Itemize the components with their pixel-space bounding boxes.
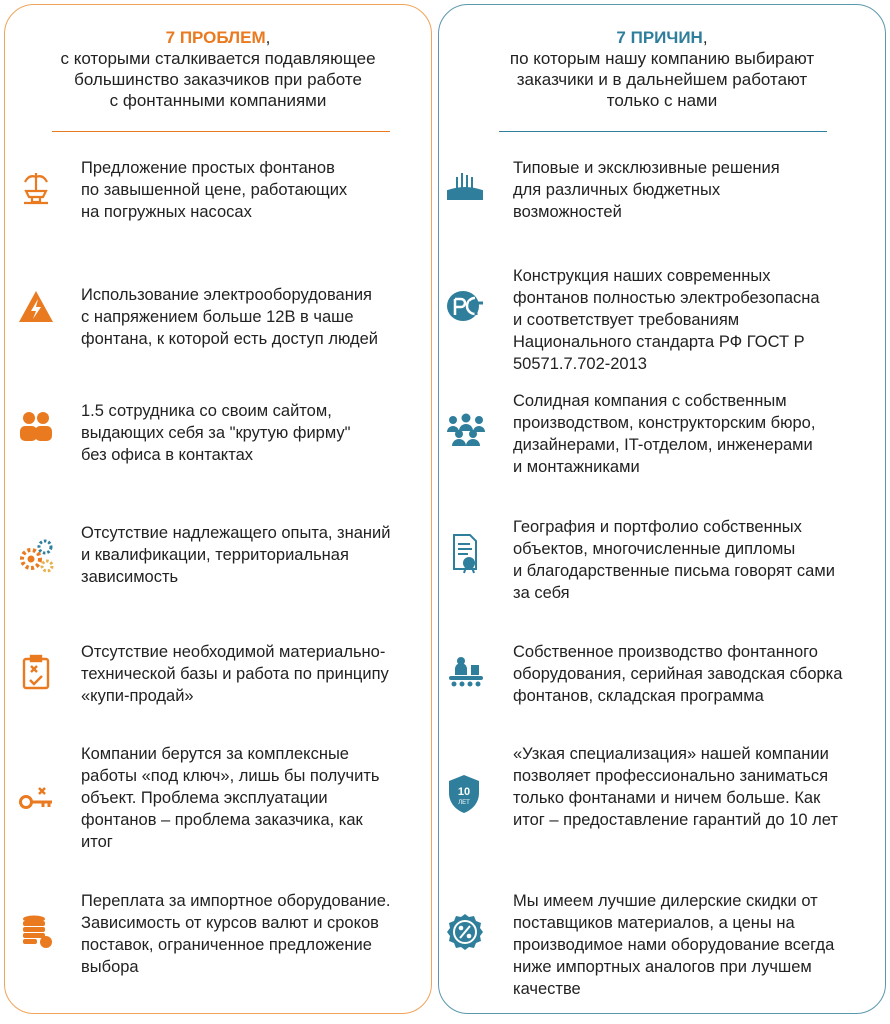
problem-text: Отсутствие надлежащего опыта, знаний и квалификации, территориальная зависимость	[81, 524, 391, 586]
team-icon	[445, 410, 483, 448]
two-people-icon	[17, 406, 55, 444]
shield-number: 10	[457, 786, 471, 798]
reasons-title: 7 ПРИЧИН,	[616, 28, 708, 47]
problems-divider	[52, 131, 390, 132]
fountain-icon	[17, 169, 55, 207]
shield-10-years-icon	[445, 773, 483, 811]
problems-title: 7 ПРОБЛЕМ,	[165, 28, 271, 47]
gears-icon	[17, 537, 55, 575]
checklist-icon	[17, 653, 55, 691]
problems-subtitle-line: с которыми сталкивается подавляющее	[60, 49, 376, 68]
fountain-jets-icon	[445, 169, 483, 207]
problem-text: Отсутствие необходимой материально- технической базы и работа по принципу «купи-продай»	[81, 643, 389, 705]
problem-text: Компании берутся за комплексные работы «под ключ», лишь бы получить объект. Проблема эксплуатации фонтанов – проблема заказчика, как итог	[81, 745, 380, 851]
problem-text: Предложение простых фонтанов по завышенной цене, работающих на погружных насосах	[81, 159, 348, 221]
reason-text: Солидная компания с собственным производством, конструкторским бюро, дизайнерами, IT-отделом, инженерами и монтажниками	[513, 392, 816, 476]
reasons-divider	[499, 131, 827, 132]
reasons-panel	[438, 4, 886, 1014]
reason-text: Конструкция наших современных фонтанов полностью электробезопасна и соответствует требованиям Национального стандарта РФ ГОСТ Р 50571.7.702-2013	[513, 267, 820, 373]
reason-text: Собственное производство фонтанного оборудования, серийная заводская сборка фонтанов, складская программа	[513, 643, 843, 705]
reasons-header	[439, 27, 885, 111]
reason-text: «Узкая специализация» нашей компании позволяет профессионально заниматься только фонтанами и ничем больше. Как итог – предоставление гарантий до 10 лет	[513, 745, 838, 829]
reason-text: География и портфолио собственных объектов, многочисленные дипломы и благодарственные письма говорят сами за себя	[513, 518, 835, 602]
problems-header	[5, 27, 431, 111]
rst-certification-icon	[445, 287, 483, 325]
reasons-subtitle-line: по которым нашу компанию выбирают	[509, 49, 815, 68]
conveyor-worker-icon	[445, 653, 483, 691]
reasons-subtitle-line: только с нами	[606, 91, 718, 110]
percent-badge-icon	[445, 912, 483, 950]
reasons-subtitle-line: заказчики и в дальнейшем работают	[516, 70, 808, 89]
high-voltage-icon	[17, 288, 55, 326]
problem-text: 1.5 сотрудника со своим сайтом, выдающих себя за "крутую фирму" без офиса в контактах	[81, 402, 351, 464]
problem-text: Переплата за импортное оборудование. Зависимость от курсов валют и сроков поставок, ограниченное предложение выбора	[81, 892, 391, 976]
problems-subtitle-line: большинство заказчиков при работе	[74, 70, 362, 89]
problems-subtitle-line: с фонтанными компаниями	[109, 91, 327, 110]
shield-word: ЛЕТ	[458, 800, 470, 806]
coins-icon	[17, 912, 55, 950]
problems-panel	[4, 4, 432, 1014]
certificate-icon	[445, 532, 483, 570]
reason-text: Мы имеем лучшие дилерские скидки от поставщиков материалов, а цены на производимое нами оборудование всегда ниже импортных аналогов при лучшем качестве	[513, 892, 835, 998]
key-icon	[17, 781, 55, 819]
problem-text: Использование электрооборудования с напряжением больше 12В в чаше фонтана, к которой есть доступ людей	[81, 286, 378, 348]
reason-text: Типовые и эксклюзивные решения для различных бюджетных возможностей	[513, 159, 780, 221]
